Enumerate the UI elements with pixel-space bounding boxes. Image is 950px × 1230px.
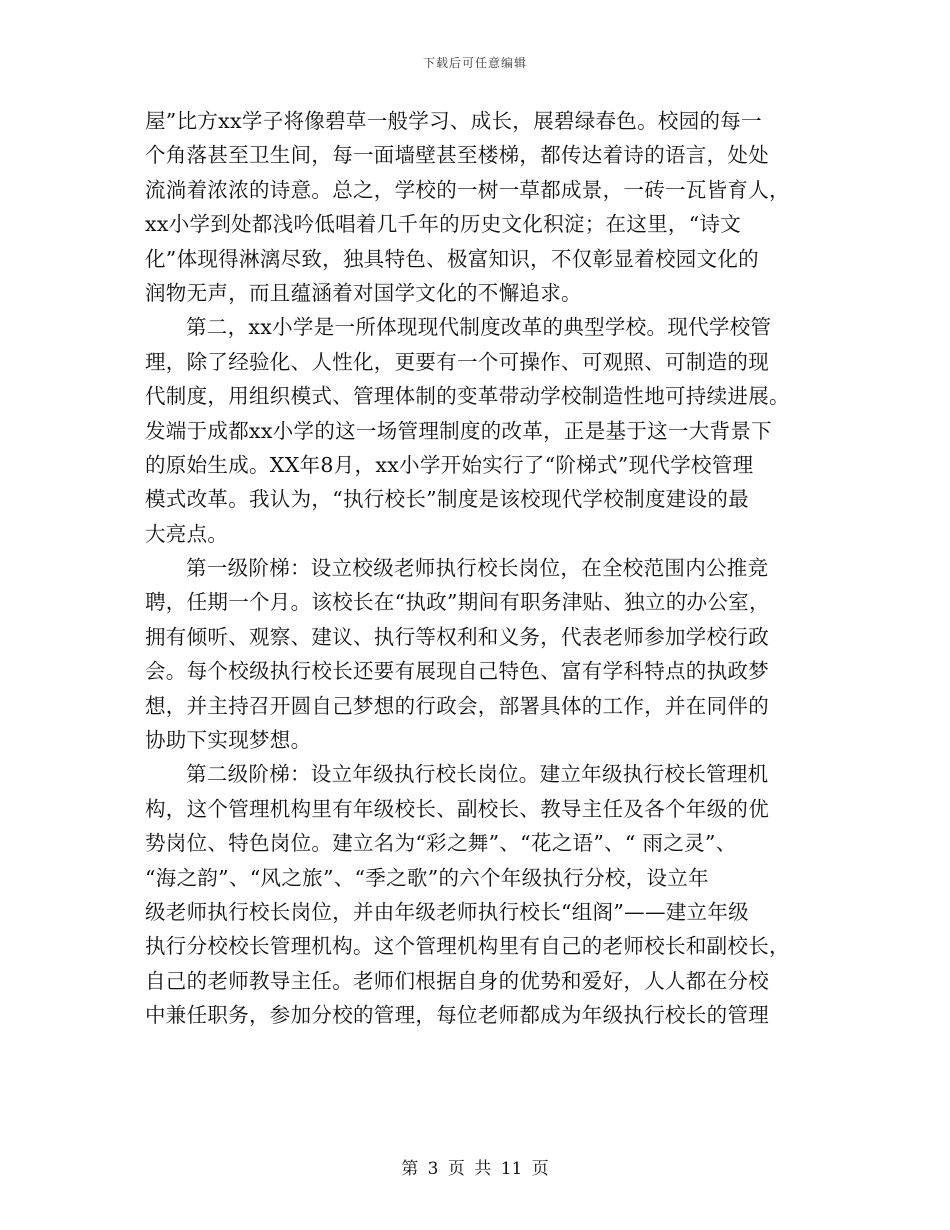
text-line: “海之韵”、“风之旅”、“季之歌”的六个年级执行分校，设立年 <box>145 865 709 890</box>
text-line: xx小学到处都浅吟低唱着几千年的历史文化积淀；在这里，“诗文 <box>145 212 742 237</box>
text-line: 自己的老师教导主任。老师们根据自身的优势和爱好，人人都在分校 <box>145 968 769 993</box>
text-line: 级老师执行校长岗位，并由年级老师执行校长“组阁”——建立年级 <box>145 899 749 924</box>
text-line: 流淌着浓浓的诗意。总之，学校的一树一草都成景，一砖一瓦皆育人， <box>145 177 790 202</box>
text-line: 协助下实现梦想。 <box>145 728 312 753</box>
text-line: 润物无声，而且蕴涵着对国学文化的不懈追求。 <box>145 280 582 305</box>
text-line: 个角落甚至卫生间，每一面墙壁甚至楼梯，都传达着诗的语言，处处 <box>145 143 769 168</box>
document-body <box>145 104 810 1033</box>
text-line: 的原始生成。XX年8月，xx小学开始实行了“阶梯式”现代学校管理 <box>145 452 754 477</box>
text-line: 构，这个管理机构里有年级校长、副校长、教导主任及各个年级的优 <box>145 796 769 821</box>
text-line: 代制度，用组织模式、管理体制的变革带动学校制造性地可持续进展。 <box>145 384 790 409</box>
text-line: 理，除了经验化、人性化，更要有一个可操作、可观照、可制造的现 <box>145 349 769 374</box>
text-line: 模式改革。我认为，“执行校长”制度是该校现代学校制度建设的最 <box>145 487 749 512</box>
text-line: 会。每个校级执行校长还要有展现自己特色、富有学科特点的执政梦 <box>145 659 769 684</box>
text-line: 发端于成都xx小学的这一场管理制度的改革，正是基于这一大背景下 <box>145 418 772 443</box>
text-line: 中兼任职务，参加分校的管理，每位老师都成为年级执行校长的管理 <box>145 1003 769 1028</box>
paragraph-start-line: 第一级阶梯：设立校级老师执行校长岗位，在全校范围内公推竞 <box>186 556 769 581</box>
paragraph-start-line: 第二，xx小学是一所体现现代制度改革的典型学校。现代学校管 <box>186 315 772 340</box>
text-line: 大亮点。 <box>145 521 229 546</box>
paragraph-start-line: 第二级阶梯：设立年级执行校长岗位。建立年级执行校长管理机 <box>186 762 769 787</box>
text-line: 拥有倾听、观察、建议、执行等权利和义务，代表老师参加学校行政 <box>145 624 769 649</box>
text-line: 聘，任期一个月。该校长在“执政”期间有职务津贴、独立的办公室， <box>145 590 770 615</box>
text-line: 执行分校校长管理机构。这个管理机构里有自己的老师校长和副校长， <box>145 934 790 959</box>
text-line: 想，并主持召开圆自己梦想的行政会，部署具体的工作，并在同伴的 <box>145 693 769 718</box>
text-line: 势岗位、特色岗位。建立名为“彩之舞”、“花之语”、“ 雨之灵”、 <box>145 831 737 856</box>
page-header: 下载后可任意编辑 <box>422 56 527 70</box>
text-line: 化”体现得淋漓尽致，独具特色、极富知识，不仅彰显着校园文化的 <box>145 246 759 271</box>
text-line: 屋”比方xx学子将像碧草一般学习、成长，展碧绿春色。校园的每一 <box>145 109 762 133</box>
page-number-footer: 第 3 页 共 11 页 <box>401 1159 549 1179</box>
